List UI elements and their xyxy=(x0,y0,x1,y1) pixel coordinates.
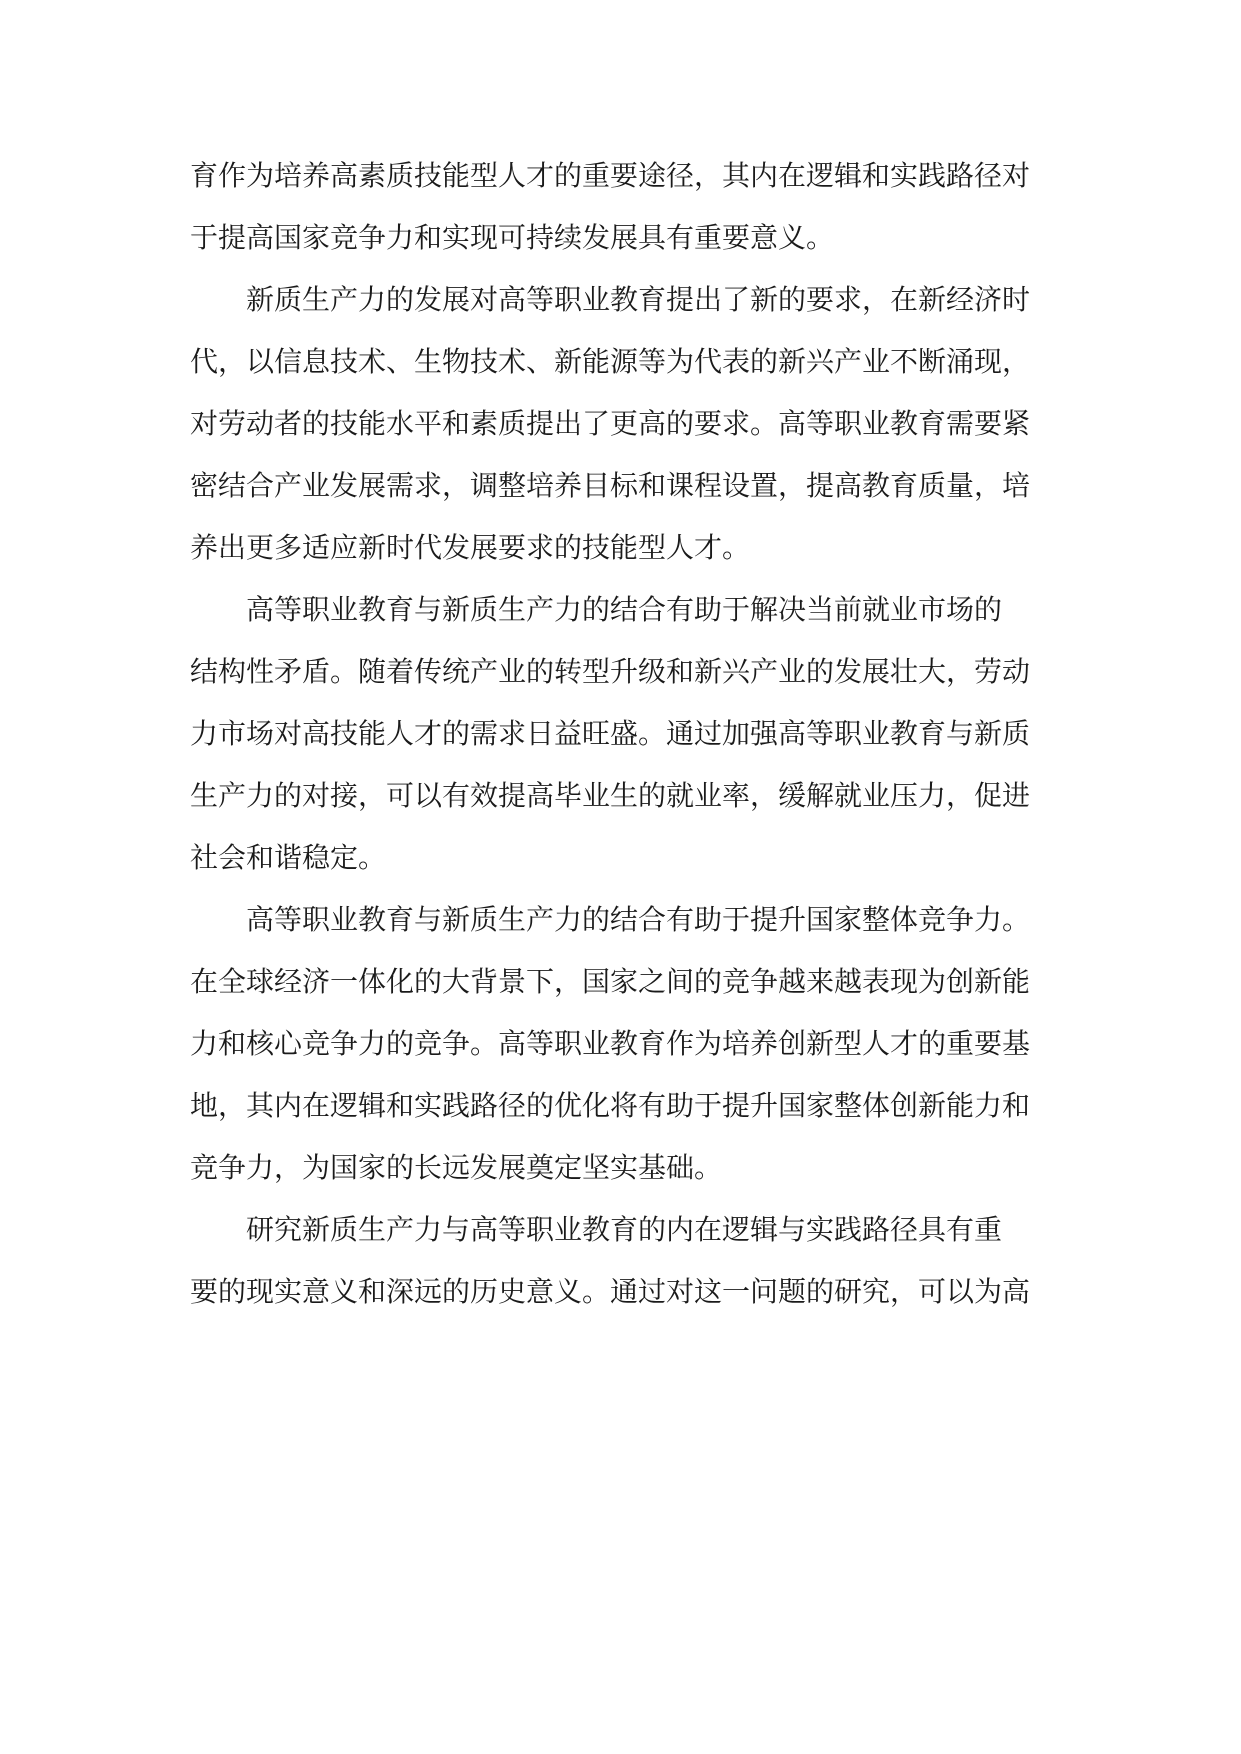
paragraph-3 xyxy=(190,579,1070,889)
text-line: 力和核心竞争力的竞争。高等职业教育作为培养创新型人才的重要基 xyxy=(190,1027,1031,1060)
text-line: 于提高国家竞争力和实现可持续发展具有重要意义。 xyxy=(190,221,835,254)
text-line: 养出更多适应新时代发展要求的技能型人才。 xyxy=(190,531,751,564)
text-line: 社会和谐稳定。 xyxy=(190,841,387,874)
text-line: 生产力的对接，可以有效提高毕业生的就业率，缓解就业压力，促进 xyxy=(190,779,1031,812)
text-line: 高等职业教育与新质生产力的结合有助于解决当前就业市场的 xyxy=(246,593,1003,626)
text-line: 结构性矛盾。随着传统产业的转型升级和新兴产业的发展壮大，劳动 xyxy=(190,655,1031,688)
paragraph-2 xyxy=(190,269,1070,579)
text-line: 竞争力，为国家的长远发展奠定坚实基础。 xyxy=(190,1151,723,1184)
paragraph-1 xyxy=(190,145,1070,269)
body-text xyxy=(190,145,1070,1323)
text-line: 研究新质生产力与高等职业教育的内在逻辑与实践路径具有重 xyxy=(246,1213,1003,1246)
text-line: 在全球经济一体化的大背景下，国家之间的竞争越来越表现为创新能 xyxy=(190,965,1031,998)
paragraph-5 xyxy=(190,1199,1070,1323)
text-line: 高等职业教育与新质生产力的结合有助于提升国家整体竞争力。 xyxy=(246,903,1031,936)
text-line: 地，其内在逻辑和实践路径的优化将有助于提升国家整体创新能力和 xyxy=(190,1089,1031,1122)
text-line: 新质生产力的发展对高等职业教育提出了新的要求，在新经济时 xyxy=(246,283,1031,316)
text-line: 育作为培养高素质技能型人才的重要途径，其内在逻辑和实践路径对 xyxy=(190,159,1031,192)
text-line: 密结合产业发展需求，调整培养目标和课程设置，提高教育质量，培 xyxy=(190,469,1031,502)
text-line: 代，以信息技术、生物技术、新能源等为代表的新兴产业不断涌现， xyxy=(190,345,1031,378)
paragraph-4 xyxy=(190,889,1070,1199)
text-line: 力市场对高技能人才的需求日益旺盛。通过加强高等职业教育与新质 xyxy=(190,717,1031,750)
text-line: 对劳动者的技能水平和素质提出了更高的要求。高等职业教育需要紧 xyxy=(190,407,1031,440)
text-line: 要的现实意义和深远的历史意义。通过对这一问题的研究，可以为高 xyxy=(190,1275,1031,1308)
